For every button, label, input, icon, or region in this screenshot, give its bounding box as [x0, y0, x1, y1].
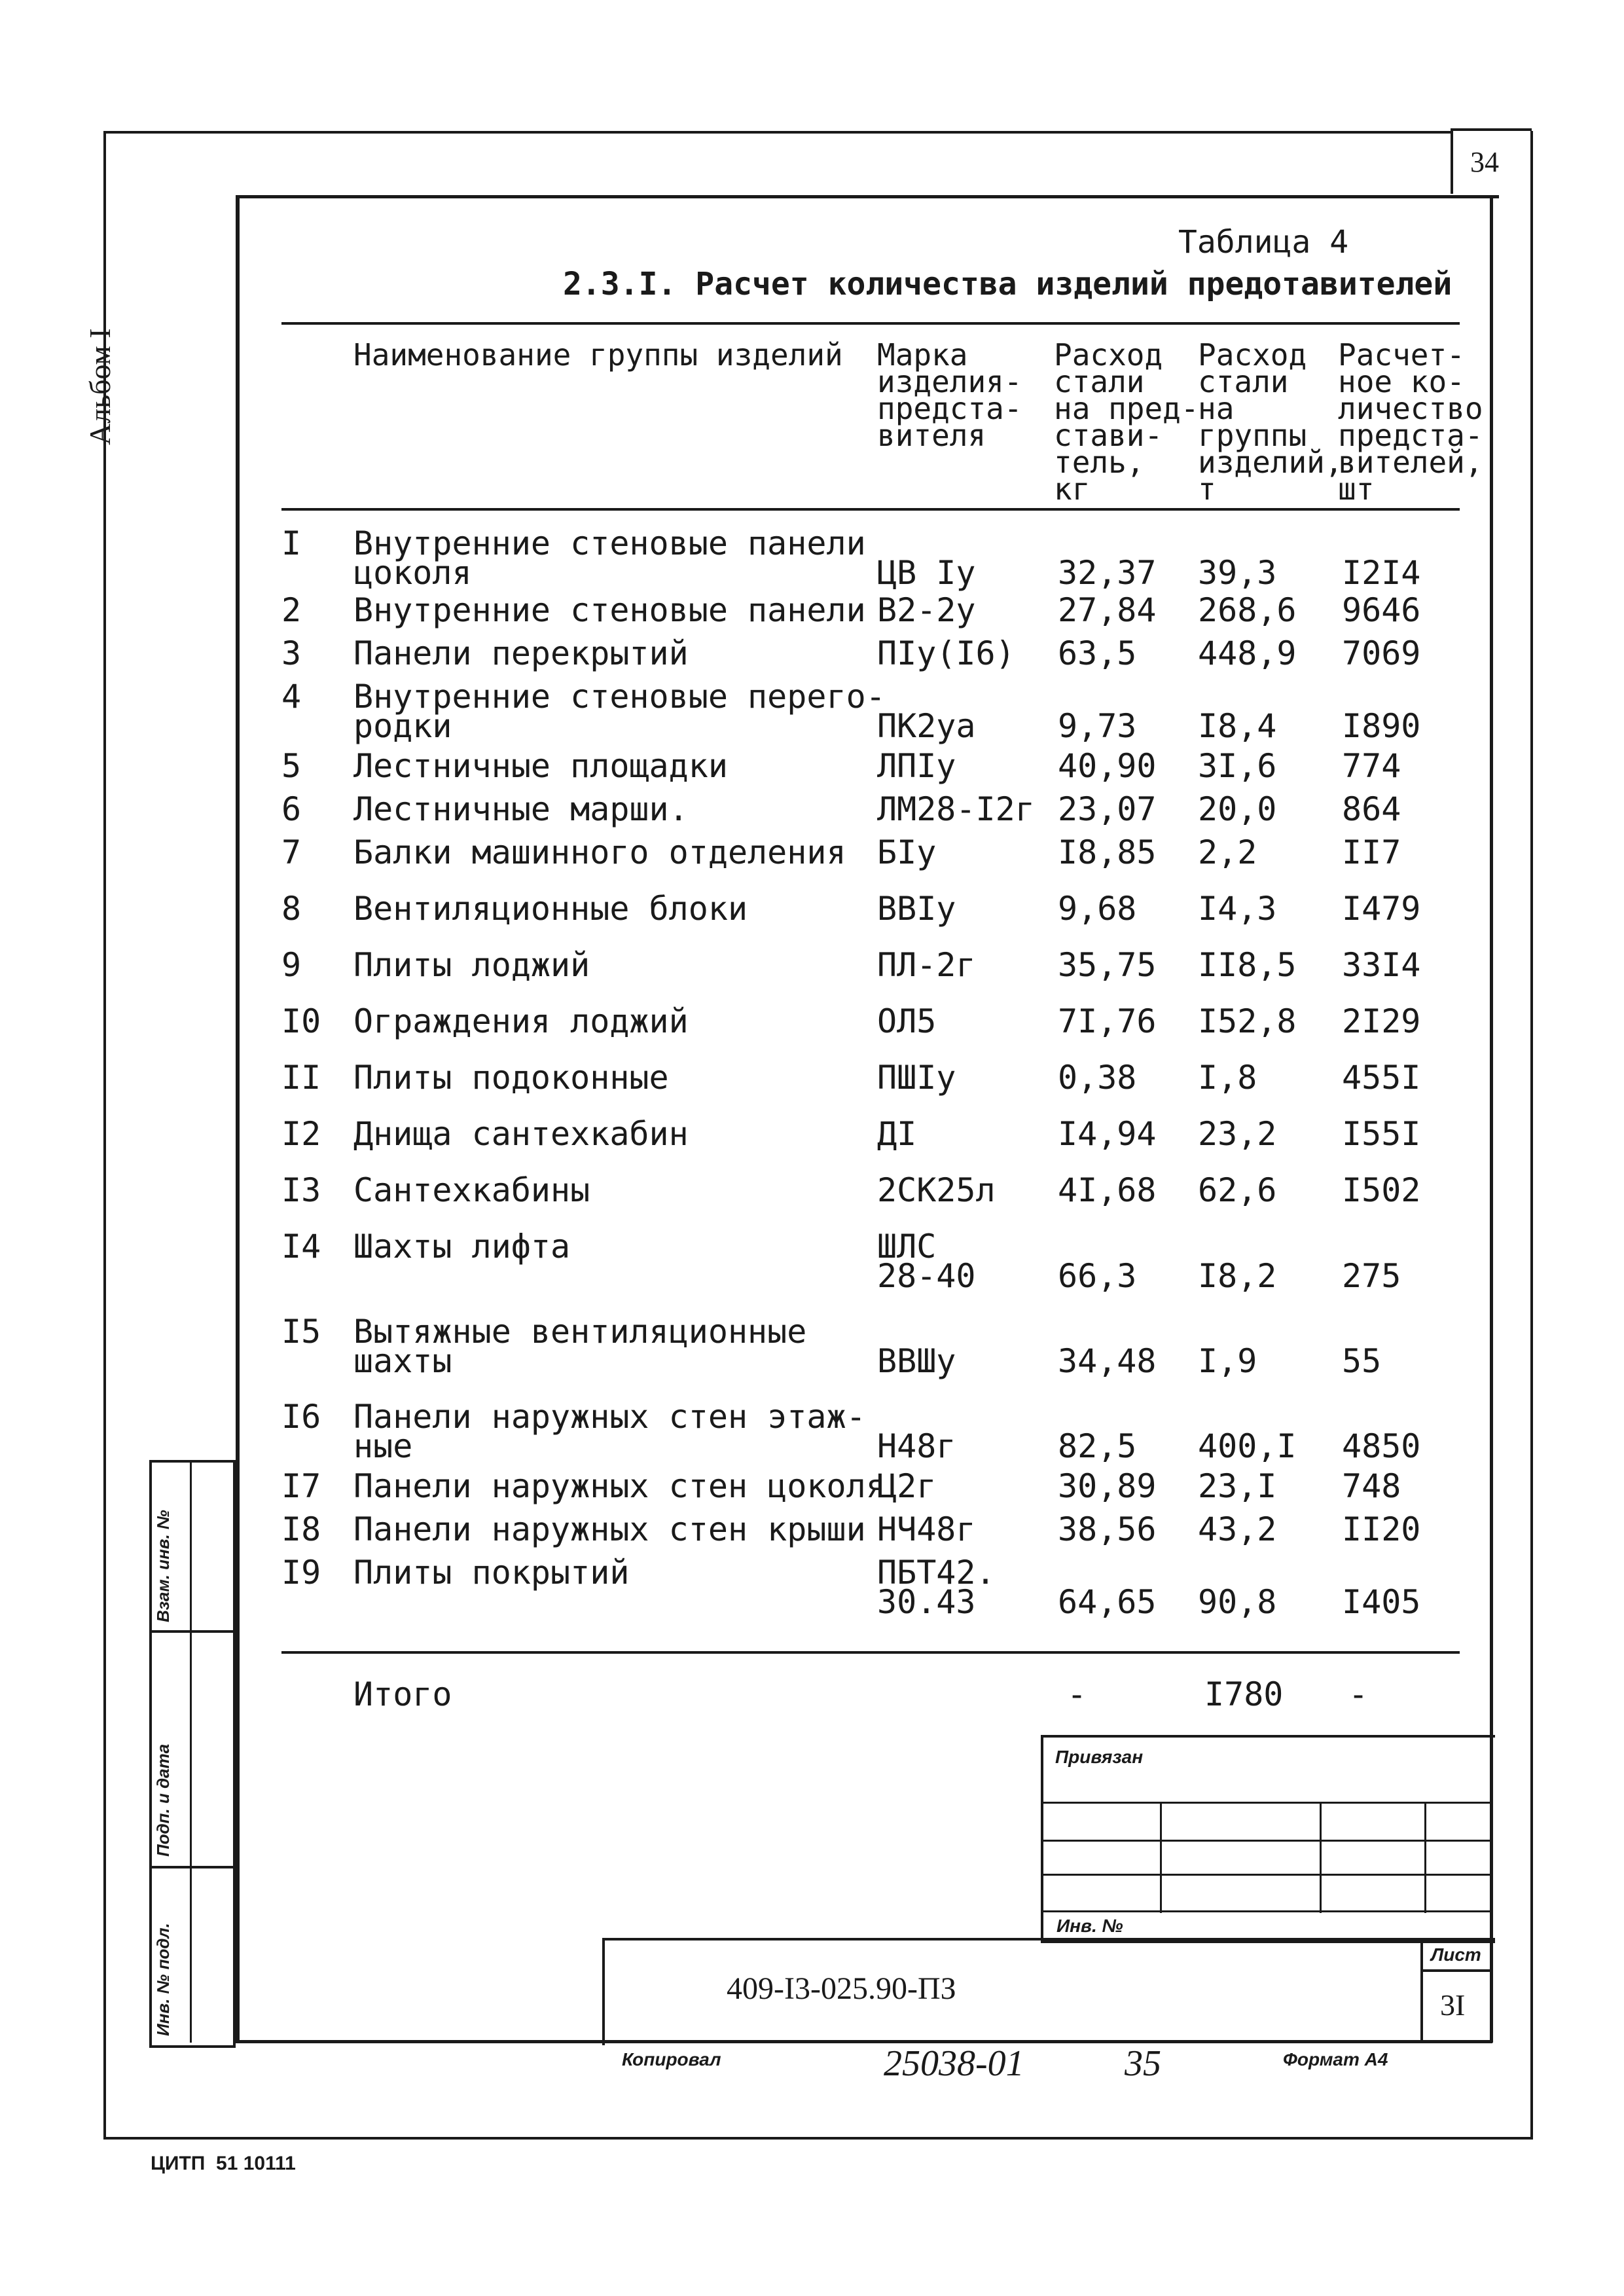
- row-qty: 33I4: [1342, 946, 1421, 984]
- row-steel-unit: 7I,76: [1058, 1002, 1157, 1040]
- total-qty: -: [1348, 1675, 1369, 1713]
- row-steel-unit: 34,48: [1058, 1342, 1157, 1380]
- footer-cipt: ЦИТП 51 10111: [151, 2153, 296, 2174]
- table-title: 2.3.I. Расчет количества изделий предотавителей: [563, 266, 1453, 302]
- row-steel-group: I,8: [1198, 1059, 1257, 1097]
- inner-frame-left: [236, 196, 240, 2043]
- row-steel-unit: 63,5: [1058, 634, 1137, 672]
- row-steel-unit: I4,94: [1058, 1115, 1157, 1153]
- row-mark: ПШIу: [877, 1059, 956, 1097]
- header-col-qty: Расчет- ное ко- личество предста- вителей, шт: [1338, 337, 1483, 507]
- row-name: Вытяжные вентиляционные шахты: [353, 1313, 807, 1380]
- row-steel-group: I8,2: [1198, 1257, 1277, 1295]
- row-steel-group: II8,5: [1198, 946, 1297, 984]
- doc-code: 409-I3-025.90-ПЗ: [727, 1971, 956, 2006]
- row-number: I6: [281, 1398, 321, 1436]
- row-steel-unit: 40,90: [1058, 747, 1157, 785]
- row-mark: 2СК25л: [877, 1171, 996, 1209]
- row-mark: ПБТ42. 30.43: [877, 1554, 996, 1621]
- row-qty: I890: [1342, 707, 1421, 745]
- row-mark: В2-2у: [877, 591, 976, 629]
- inv-no-label: Инв. №: [1056, 1916, 1123, 1936]
- row-steel-unit: 35,75: [1058, 946, 1157, 984]
- row-qty: 2I29: [1342, 1002, 1421, 1040]
- row-qty: I405: [1342, 1583, 1421, 1621]
- row-steel-group: I4,3: [1198, 890, 1277, 928]
- row-qty: 748: [1342, 1467, 1401, 1505]
- row-qty: II20: [1342, 1510, 1421, 1548]
- row-name: Днища сантехкабин: [353, 1115, 689, 1153]
- row-name: Вентиляционные блоки: [353, 890, 748, 928]
- side-label-inv-podl: Инв. № подл.: [153, 1923, 173, 2036]
- row-qty: 455I: [1342, 1059, 1421, 1097]
- row-steel-group: 268,6: [1198, 591, 1297, 629]
- row-number: I2: [281, 1115, 321, 1153]
- row-mark: ЛМ28-I2г: [877, 790, 1035, 828]
- row-qty: 864: [1342, 790, 1401, 828]
- row-number: 4: [281, 678, 302, 716]
- row-name: Шахты лифта: [353, 1228, 571, 1266]
- row-steel-group: I8,4: [1198, 707, 1277, 745]
- row-qty: I2I4: [1342, 554, 1421, 592]
- header-col-name: Наименование группы изделий: [353, 337, 843, 373]
- row-qty: 55: [1342, 1342, 1382, 1380]
- title-block-hdiv: [1420, 1969, 1492, 1972]
- total-steel-group: I780: [1204, 1675, 1284, 1713]
- total-label: Итого: [353, 1675, 452, 1713]
- row-name: Ограждения лоджий: [353, 1002, 689, 1040]
- table-label: Таблица 4: [1178, 224, 1349, 261]
- outer-frame-bottom: [103, 2137, 1533, 2140]
- row-steel-unit: 9,68: [1058, 890, 1137, 928]
- outer-frame-top: [103, 131, 1451, 134]
- row-qty: II7: [1342, 833, 1401, 871]
- header-col-steel-group: Расход стали на группы изделий, т: [1198, 337, 1343, 507]
- privyazan-v3: [1424, 1802, 1426, 1913]
- row-mark: НЧ48г: [877, 1510, 976, 1548]
- row-number: 7: [281, 833, 302, 871]
- row-steel-group: 62,6: [1198, 1171, 1277, 1209]
- row-mark: Н48г: [877, 1427, 956, 1465]
- row-name: Панели перекрытий: [353, 634, 689, 672]
- row-qty: 9646: [1342, 591, 1421, 629]
- row-steel-unit: 64,65: [1058, 1583, 1157, 1621]
- footer-kopiroval: Копировал: [622, 2049, 721, 2069]
- row-steel-unit: 23,07: [1058, 790, 1157, 828]
- row-mark: Ц2г: [877, 1467, 937, 1505]
- footer-handwritten-2: 35: [1125, 2043, 1161, 2084]
- privyazan-label: Привязан: [1055, 1747, 1144, 1767]
- row-name: Сантехкабины: [353, 1171, 590, 1209]
- row-steel-group: 3I,6: [1198, 747, 1277, 785]
- row-name: Плиты покрытий: [353, 1554, 630, 1592]
- side-stamp-vdiv: [190, 1460, 192, 2043]
- row-number: I8: [281, 1510, 321, 1548]
- row-mark: ЦВ Iу: [877, 554, 976, 592]
- row-number: 2: [281, 591, 302, 629]
- row-steel-group: 39,3: [1198, 554, 1277, 592]
- row-qty: I479: [1342, 890, 1421, 928]
- row-qty: 7069: [1342, 634, 1421, 672]
- row-steel-unit: 66,3: [1058, 1257, 1137, 1295]
- row-number: I9: [281, 1554, 321, 1592]
- row-name: Лестничные марши.: [353, 790, 689, 828]
- row-steel-unit: 9,73: [1058, 707, 1137, 745]
- header-col-mark: Марка изделия- предста- вителя: [877, 337, 1022, 453]
- row-steel-unit: 0,38: [1058, 1059, 1137, 1097]
- row-mark: ОЛ5: [877, 1002, 937, 1040]
- row-steel-group: 90,8: [1198, 1583, 1277, 1621]
- row-mark: ПIу(I6): [877, 634, 1015, 672]
- title-block-vdiv: [1420, 1938, 1423, 2043]
- row-name: Панели наружных стен крыши: [353, 1510, 866, 1548]
- row-steel-group: 23,I: [1198, 1467, 1277, 1505]
- sheet-no: 3I: [1440, 1988, 1466, 2022]
- row-steel-group: 2,2: [1198, 833, 1257, 871]
- row-name: Внутренние стеновые перего- родки: [353, 678, 886, 745]
- total-steel-unit: -: [1067, 1675, 1087, 1713]
- row-mark: ПЛ-2г: [877, 946, 976, 984]
- row-number: 8: [281, 890, 302, 928]
- row-steel-group: I,9: [1198, 1342, 1257, 1380]
- row-number: 9: [281, 946, 302, 984]
- footer-handwritten: 25038-01: [884, 2043, 1024, 2084]
- row-number: I7: [281, 1467, 321, 1505]
- row-steel-group: 20,0: [1198, 790, 1277, 828]
- page-number-top: 34: [1470, 146, 1499, 178]
- row-mark: ПК2уа: [877, 707, 976, 745]
- row-steel-unit: 4I,68: [1058, 1171, 1157, 1209]
- row-steel-group: 23,2: [1198, 1115, 1277, 1153]
- row-name: Лестничные площадки: [353, 747, 728, 785]
- footer-format: Формат А4: [1283, 2049, 1388, 2069]
- row-number: II: [281, 1059, 321, 1097]
- row-qty: 774: [1342, 747, 1401, 785]
- row-name: Панели наружных стен цоколя: [353, 1467, 886, 1505]
- row-number: I5: [281, 1313, 321, 1351]
- row-number: I3: [281, 1171, 321, 1209]
- row-steel-group: 448,9: [1198, 634, 1297, 672]
- row-steel-group: 400,I: [1198, 1427, 1297, 1465]
- row-qty: 275: [1342, 1257, 1401, 1295]
- row-name: Панели наружных стен этаж- ные: [353, 1398, 866, 1465]
- row-name: Внутренние стеновые панели: [353, 591, 866, 629]
- row-name: Плиты подоконные: [353, 1059, 669, 1097]
- row-qty: I55I: [1342, 1115, 1421, 1153]
- row-name: Балки машинного отделения: [353, 833, 846, 871]
- row-steel-group: I52,8: [1198, 1002, 1297, 1040]
- outer-frame-right: [1530, 131, 1533, 2140]
- row-qty: 4850: [1342, 1427, 1421, 1465]
- row-number: 6: [281, 790, 302, 828]
- row-mark: БIу: [877, 833, 937, 871]
- inner-frame-top: [236, 195, 1499, 198]
- side-label-podp: Подп. и дата: [153, 1743, 173, 1857]
- privyazan-v2: [1320, 1802, 1322, 1913]
- row-number: 3: [281, 634, 302, 672]
- side-label-vzam: Взам. инв. №: [153, 1510, 173, 1622]
- row-steel-group: 43,2: [1198, 1510, 1277, 1548]
- row-steel-unit: 30,89: [1058, 1467, 1157, 1505]
- header-top-rule: [281, 322, 1460, 325]
- row-name: Внутренние стеновые панели цоколя: [353, 524, 866, 592]
- row-number: I: [281, 524, 302, 562]
- row-mark: ВВШу: [877, 1342, 956, 1380]
- header-bottom-rule: [281, 508, 1460, 511]
- row-mark: ВВIу: [877, 890, 956, 928]
- row-name: Плиты лоджий: [353, 946, 590, 984]
- row-qty: I502: [1342, 1171, 1421, 1209]
- row-steel-unit: 82,5: [1058, 1427, 1137, 1465]
- header-col-steel-unit: Расход стали на пред- стави- тель, кг: [1054, 337, 1199, 507]
- row-mark: ДI: [877, 1115, 917, 1153]
- list-label: Лист: [1431, 1944, 1481, 1965]
- row-number: I0: [281, 1002, 321, 1040]
- row-mark: ЛПIу: [877, 747, 956, 785]
- row-steel-unit: 38,56: [1058, 1510, 1157, 1548]
- privyazan-v1: [1160, 1802, 1162, 1913]
- row-steel-unit: 32,37: [1058, 554, 1157, 592]
- table-bottom-rule: [281, 1651, 1460, 1654]
- row-steel-unit: 27,84: [1058, 591, 1157, 629]
- album-label: Альбом I: [83, 328, 117, 445]
- row-steel-unit: I8,85: [1058, 833, 1157, 871]
- row-number: I4: [281, 1228, 321, 1266]
- row-mark: ШЛС 28-40: [877, 1228, 976, 1295]
- row-number: 5: [281, 747, 302, 785]
